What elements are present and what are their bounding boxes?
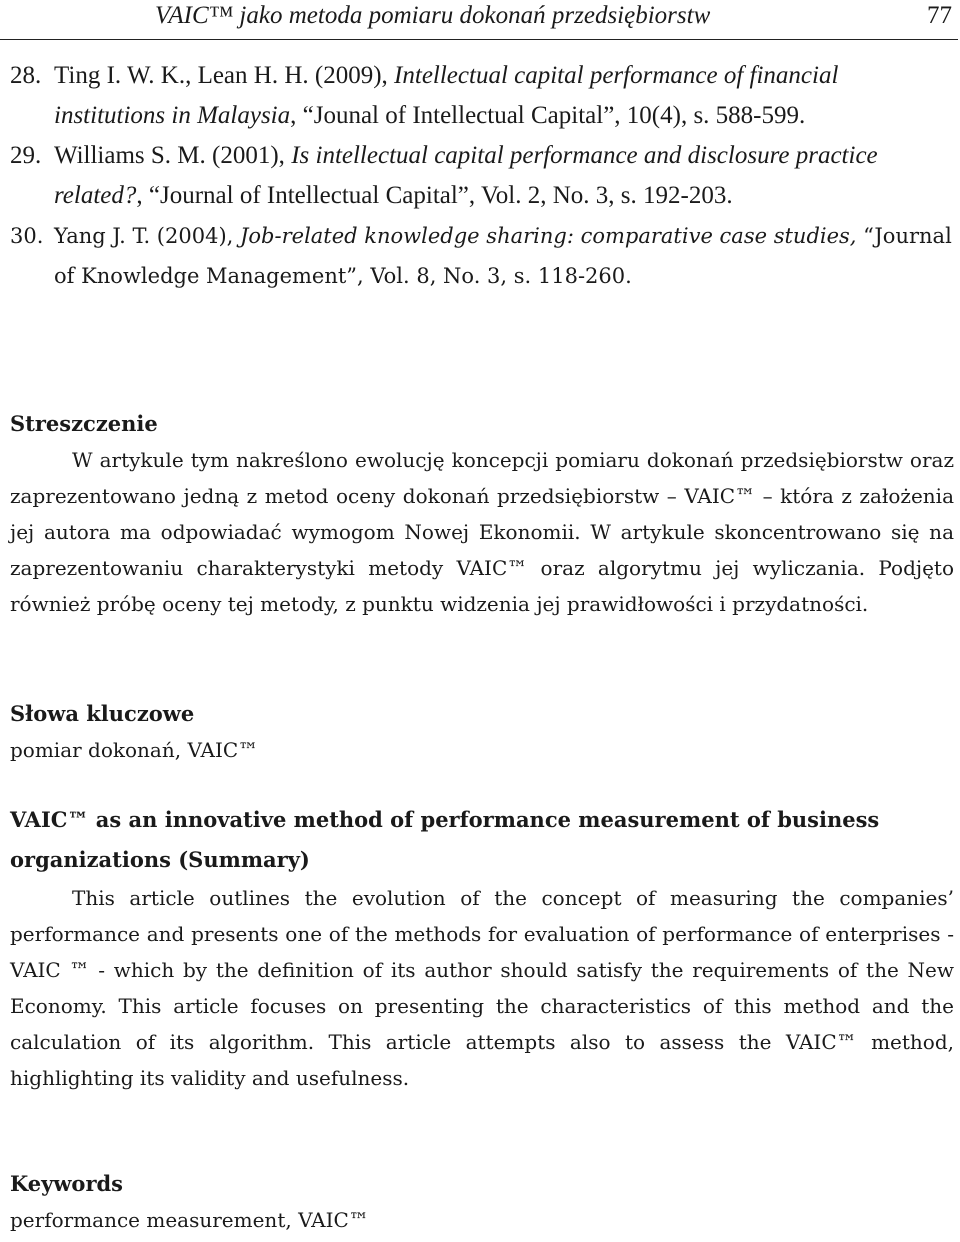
- reference-item: [10, 216, 954, 296]
- summary-section: [10, 800, 954, 1096]
- reference-authors: Williams S. M. (2001),: [54, 142, 292, 169]
- reference-number: 30.: [10, 224, 44, 248]
- running-title: VAIC™ jako metoda pomiaru dokonań przedsiębiorstw: [155, 2, 711, 29]
- keywords-body: performance measurement, VAIC™: [10, 1208, 369, 1232]
- reference-source: , “Jounal of Intellectual Capital”, 10(4), s. 588-599.: [290, 102, 806, 129]
- reference-title: Is intellectual capital performance and disclosure practice related?: [54, 142, 878, 209]
- slowa-kluczowe-section: [10, 696, 954, 768]
- reference-title: Job-related knowledge sharing: comparative case studies,: [240, 224, 857, 248]
- summary-heading: VAIC™ as an innovative method of performance measurement of business organizations (Summary): [10, 807, 880, 872]
- reference-authors: Yang J. T. (2004),: [54, 224, 240, 248]
- reference-source: , “Journal of Intellectual Capital”, Vol. 2, No. 3, s. 192-203.: [136, 182, 733, 209]
- reference-title: Intellectual capital performance of financial institutions in Malaysia: [54, 62, 839, 129]
- reference-authors: Ting I. W. K., Lean H. H. (2009),: [54, 62, 395, 89]
- streszczenie-body: W artykule tym nakreślono ewolucję koncepcji pomiaru dokonań przedsiębiorstw oraz zaprezentowano jedną z metod oceny dokonań przedsiębiorstw – VAIC™ – która z założenia jej autora ma odpowiadać wymogom Nowej Ekonomii. W artykule skoncentrowano się na zaprezentowaniu charakterystyki metody VAIC™ oraz algorytmu jej wyliczania. Podjęto również próbę oceny tej metody, z punktu widzenia jej prawidłowości i przydatności.: [10, 448, 954, 616]
- streszczenie-section: [10, 406, 954, 622]
- reference-item: [10, 136, 954, 216]
- slowa-kluczowe-body: pomiar dokonań, VAIC™: [10, 738, 259, 762]
- keywords-section: [10, 1166, 954, 1238]
- reference-list: [10, 56, 954, 296]
- reference-number: 29.: [10, 142, 42, 169]
- streszczenie-heading: Streszczenie: [10, 411, 158, 436]
- header-rule: [0, 39, 958, 40]
- summary-body: This article outlines the evolution of the concept of measuring the companies’ performance and presents one of the methods for evaluation of performance of enterprises - VAIC ™ - which by the definition of its author should satisfy the requirements of the New Economy. This article focuses on presenting the characteristics of this method and the calculation of its algorithm. This article attempts also to assess the VAIC™ method, highlighting its validity and usefulness.: [10, 886, 954, 1090]
- reference-number: 28.: [10, 62, 42, 89]
- page-number: 77: [927, 2, 952, 29]
- reference-item: [10, 56, 954, 136]
- slowa-kluczowe-heading: Słowa kluczowe: [10, 701, 195, 726]
- keywords-heading: Keywords: [10, 1171, 124, 1196]
- reference-source: “Journal of Knowledge Management”, Vol. 8, No. 3, s. 118-260.: [54, 224, 952, 288]
- running-header: [0, 2, 958, 40]
